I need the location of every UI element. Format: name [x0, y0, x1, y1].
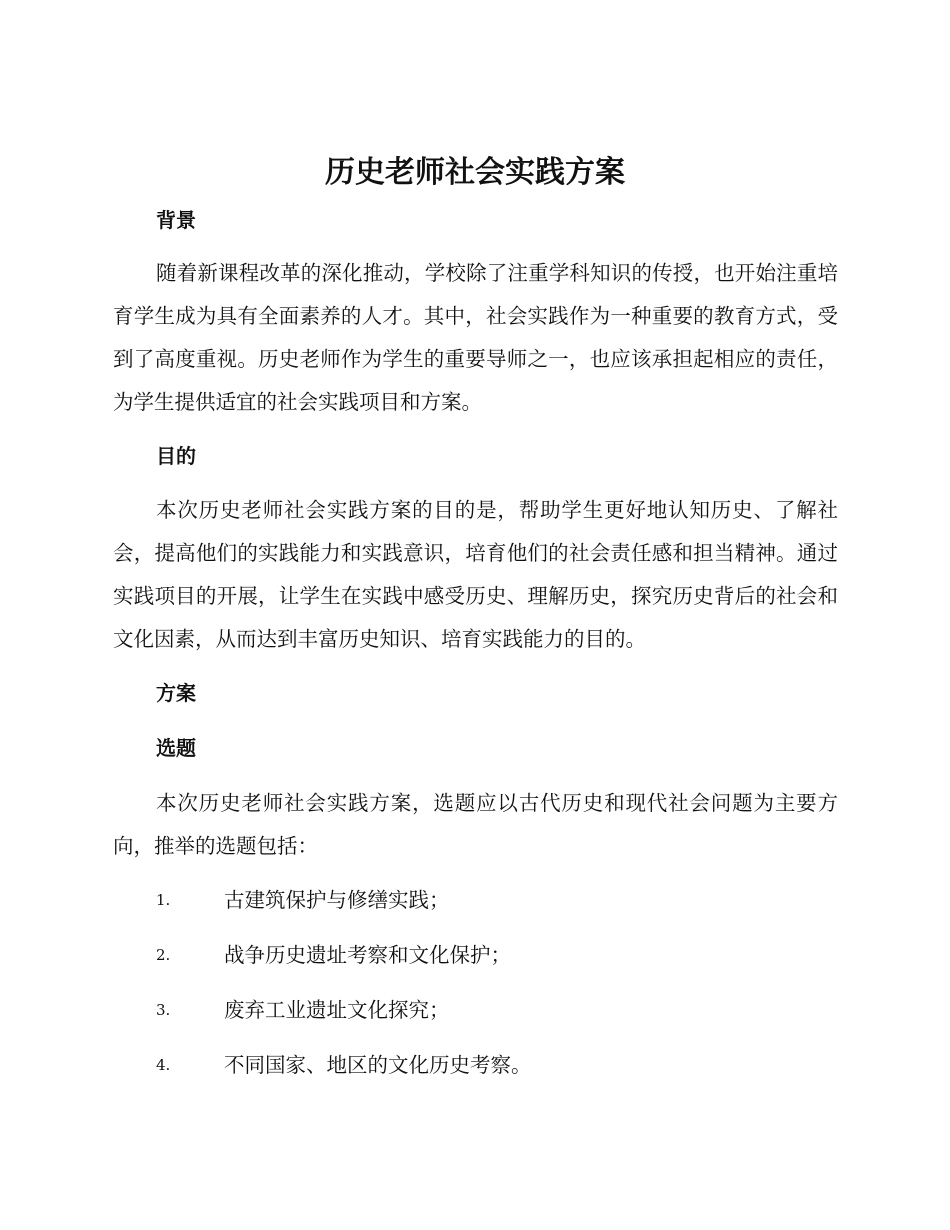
list-item-number: 4.	[156, 1056, 171, 1074]
list-item-text: 不同国家、地区的文化历史考察。	[224, 1053, 532, 1077]
list-item	[156, 995, 836, 1025]
heading-plan: 方案	[156, 681, 196, 705]
list-item	[156, 940, 836, 970]
list-item	[156, 885, 836, 915]
heading-topics: 选题	[156, 736, 196, 760]
heading-purpose: 目的	[156, 444, 196, 468]
heading-background: 背景	[156, 208, 196, 232]
list-item-text: 古建筑保护与修缮实践；	[224, 888, 450, 912]
list-item-number: 2.	[156, 946, 171, 964]
paragraph-purpose: 本次历史老师社会实践方案的目的是，帮助学生更好地认知历史、了解社会，提高他们的实践能力和实践意识，培育他们的社会责任感和担当精神。通过实践项目的开展，让学生在实践中感受历史、理解历史，探究历史背后的社会和文化因素，从而达到丰富历史知识、培育实践能力的目的。	[113, 498, 838, 651]
list-item-number: 1.	[156, 891, 171, 909]
paragraph-topics: 本次历史老师社会实践方案，选题应以古代历史和现代社会问题为主要方向，推举的选题包括：	[113, 791, 838, 858]
list-item-text: 战争历史遗址考察和文化保护；	[224, 943, 511, 967]
list-item	[156, 1050, 836, 1080]
document-title: 历史老师社会实践方案	[325, 155, 625, 190]
paragraph-background: 随着新课程改革的深化推动，学校除了注重学科知识的传授，也开始注重培育学生成为具有全面素养的人才。其中，社会实践作为一种重要的教育方式，受到了高度重视。历史老师作为学生的重要导师之一，也应该承担起相应的责任，为学生提供适宜的社会实践项目和方案。	[113, 261, 838, 414]
list-item-text: 废弃工业遗址文化探究；	[224, 998, 450, 1022]
list-item-number: 3.	[156, 1001, 171, 1019]
